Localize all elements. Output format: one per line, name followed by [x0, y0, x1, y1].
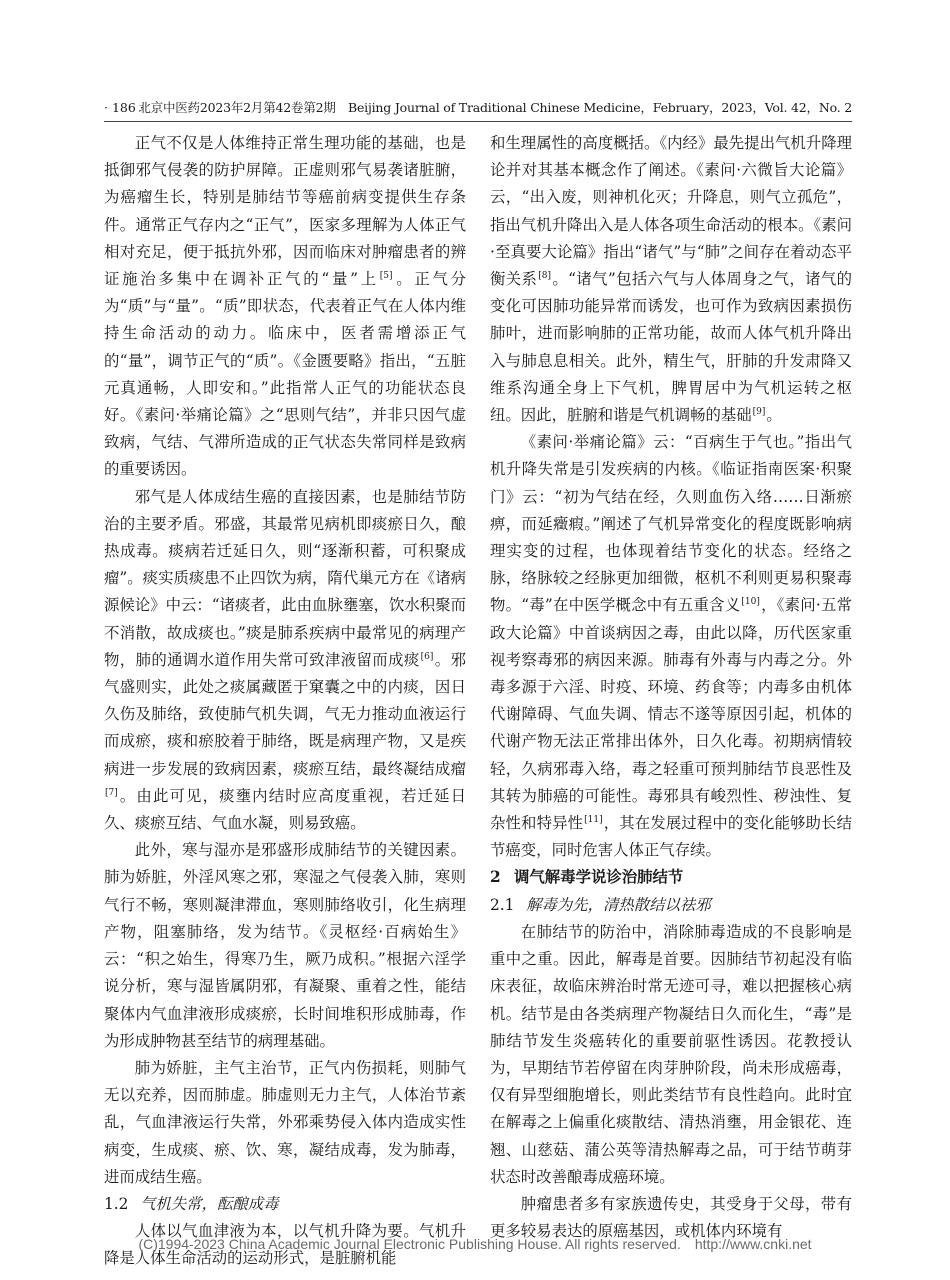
section-heading-1-2: 1.2 气机失常，酝酿成毒	[104, 1194, 279, 1213]
paragraph: 在肺结节的防治中，消除肺毒造成的不良影响是重中之重。因此，解毒是首要。因肺结节初起没有临床表征，故临床辨治时常无迹可寻，难以把握核心病机。结节是由各类病理产物凝结日久而化生，“毒”是肺结节发生炎癌转化的重要前驱性诱因。花教授认为，早期结节若停留在肉芽肿阶段，尚未形成癌毒，仅有异型细胞增长，则此类结节有良性趋向。此时宜在解毒之上偏重化痰散结、清热消壅，用金银花、连翘、山慈菇、蒲公英等清热解毒之品，可于结节萌芽状态时改善酿毒成癌环境。	[490, 922, 852, 1186]
right-column	[490, 130, 852, 1245]
left-column	[104, 130, 466, 1273]
paragraph: 此外，寒与湿亦是邪盛形成肺结节的关键因素。肺为娇脏，外淫风寒之邪，寒湿之气侵袭入肺，寒则气行不畅，寒则凝津滞血，寒则肺络收引，化生病理产物，阻塞肺络，发为结节。《灵枢经·百病始生》云：“积之始生，得寒乃生，厥乃成积。”根据六淫学说分析，寒与湿皆属阴邪，有凝聚、重着之性，能结聚体内气血津液形成痰瘀，长时间堆积形成肺毒，作为形成肿物甚至结节的病理基础。	[104, 841, 466, 1050]
citation: [6]	[420, 651, 434, 662]
citation: [9]	[752, 406, 766, 417]
paragraph: 人体以气血津液为本，以气机升降为要。气机升降是人体生命活动的运动形式，是脏腑机能	[104, 1222, 466, 1268]
paragraph: 肿瘤患者多有家族遗传史，其受身于父母，带有更多较易表达的原癌基因，或机体内环境有	[490, 1194, 852, 1241]
running-header	[104, 98, 852, 118]
citation: [8]	[538, 270, 552, 281]
section-heading-2: 2 调气解毒学说诊治肺结节	[490, 868, 684, 887]
paragraph: 《素问·举痛论篇》云：“百病生于气也。”指出气机升降失常是引发疾病的内核。《临证指南医案·积聚门》云：“初为气结在经，久则血伤入络……日渐瘀痹，而延癥瘕。”阐述了气机异常变化的程度既影响病理实变的过程，也体现着结节变化的状态。经络之脉，络脉较之经脉更加细微，枢机不利则更易积聚毒物。“毒”在中医学概念中有五重含义[10]，《素问·五常政大论篇》中首谈病因之毒，由此以降，历代医家重视考察毒邪的病因来源。肺毒有外毒与内毒之分。外毒多源于六淫、时疫、环境、药食等；内毒多由机体代谢障碍、气血失调、情志不遂等原因引起，机体的代谢产物无法正常排出体外，日久化毒。初期病情较轻，久病邪毒入络，毒之轻重可预判肺结节良恶性及其转为肺癌的可能性。毒邪具有峻烈性、秽浊性、复杂性和特异性[11]，其在发展过程中的变化能够助长结节癌变，同时危害人体正气存续。	[490, 433, 852, 860]
citation: [5]	[379, 270, 393, 281]
citation: [11]	[584, 814, 603, 825]
section-heading-2-1: 2.1 解毒为先，清热散结以祛邪	[490, 895, 711, 914]
copyright-footer: (C)1994-2023 China Academic Journal Electronic Publishing House. All rights reserved. http://www.cnki.net	[138, 1236, 812, 1252]
citation: [7]	[105, 787, 118, 798]
paragraph: 和生理属性的高度概括。《内经》最先提出气机升降理论并对其基本概念作了阐述。《素问·六微旨大论篇》云，“出入废，则神机化灭；升降息，则气立孤危”，指出气机升降出入是人体各项生命活动的根本。《素问·至真要大论篇》指出“诸气”与“肺”之间存在着动态平衡关系[8]。“诸气”包括六气与人体周身之气，诸气的变化可因肺功能异常而诱发，也可作为致病因素损伤肺叶，进而影响肺的正常功能，故而人体气机升降出入与肺息息相关。此外，精生气，肝肺的升发肃降又维系沟通全身上下气机，脾胃居中为气机运转之枢纽。因此，脏腑和谐是气机调畅的基础[9]。	[490, 134, 852, 425]
citation: [10]	[741, 597, 760, 608]
paragraph: 邪气是人体成结生癌的直接因素，也是肺结节防治的主要矛盾。邪盛，其最常见病机即痰瘀日久，酿热成毒。痰病若迁延日久，则“逐渐积蓄，可积聚成瘤”。痰实质痰患不止四饮为病，隋代巢元方在《诸病源候论》中云：“诸痰者，此由血脉壅塞，饮水积聚而不消散，故成痰也。”痰是肺系疾病中最常见的病理产物，肺的通调水道作用失常可致津液留而成痰[6]。邪气盛则实，此处之痰属藏匿于窠囊之中的内痰，因日久伤及肺络，致使肺气机失调，气无力推动血液运行而成瘀，痰和瘀胶着于肺络，既是病理产物，又是疾病进一步发展的致病因素，痰瘀互结，最终凝结成瘤[7]。由此可见，痰壅内结时应高度重视，若迁延日久、痰瘀互结、气血水凝，则易致癌。	[104, 487, 466, 833]
paragraph: 正气不仅是人体维持正常生理功能的基础，也是抵御邪气侵袭的防护屏障。正虚则邪气易袭诸脏腑，为癌瘤生长，特别是肺结节等癌前病变提供生存条件。通常正气存内之“正气”，医家多理解为人体正气相对充足，便于抵抗外邪，因而临床对肿瘤患者的辨证施治多集中在调补正气的“量”上[5]。正气分为“质”与“量”。“质”即状态，代表着正气在人体内维持生命活动的动力。临床中，医者需增添正气的“量”，调节正气的“质”。《金匮要略》指出，“五脏元真通畅，人即安和。”此指常人正气的功能状态良好。《素问·举痛论篇》之“思则气结”，并非只因气虚致病，气结、气滞所造成的正气状态失常同样是致病的重要诱因。	[104, 134, 466, 479]
header-rule	[104, 121, 852, 122]
journal-title: 北京中医药2023年2月第42卷第2期 Beijing Journal of Traditional Chinese Medicine，February，2023，Vol. 42，No. 2	[138, 100, 852, 115]
page-number: · 186 ·	[104, 100, 144, 115]
paragraph: 肺为娇脏，主气主治节，正气内伤损耗，则肺气无以充养，因而肺虚。肺虚则无力主气，人体治节紊乱，气血津液运行失常，外邪乘势侵入体内造成实性病变，生成痰、瘀、饮、寒，凝结成毒，发为肺毒，进而成结生癌。	[104, 1058, 466, 1186]
